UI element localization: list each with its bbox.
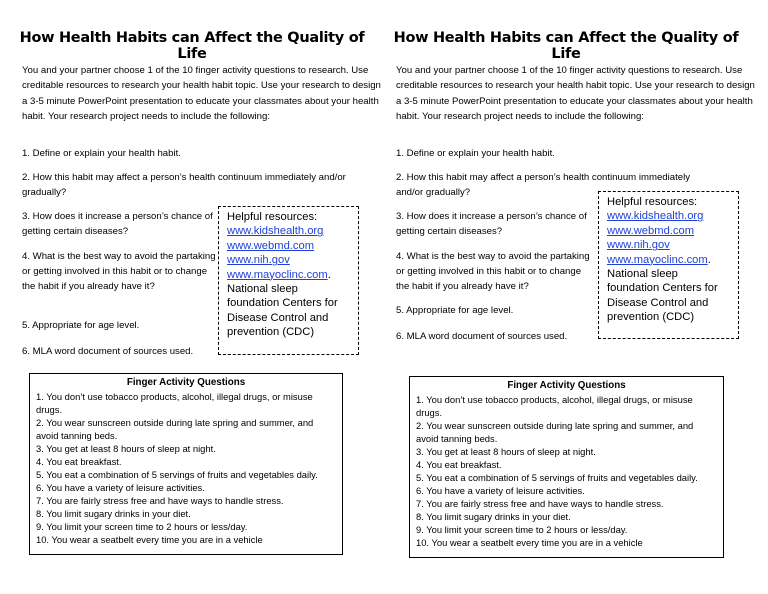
question-4: 4. What is the best way to avoid the partaking or getting involved in this habit or to change the habit if you already have it?: [22, 251, 216, 292]
helpful-resources-box: [598, 191, 739, 339]
link-mayoclinc[interactable]: www.mayoclinc.com: [227, 268, 328, 281]
finger-item: 1. You don’t use tobacco products, alcohol, illegal drugs, or misuse drugs.: [36, 391, 313, 415]
finger-item: 10. You wear a seatbelt every time you are in a vehicle: [416, 537, 643, 548]
link-webmd[interactable]: www.webmd.com: [227, 239, 315, 252]
link-suffix: .: [327, 268, 331, 281]
finger-item: 8. You limit sugary drinks in your diet.: [416, 511, 571, 522]
helpful-resources-box: [218, 206, 359, 355]
finger-item: 4. You eat breakfast.: [36, 456, 122, 467]
finger-item: 10. You wear a seatbelt every time you are in a vehicle: [36, 534, 263, 545]
resources-title: Helpful resources:: [227, 211, 318, 223]
finger-item: 4. You eat breakfast.: [416, 459, 502, 470]
page-title: How Health Habits can Affect the Quality of Life: [393, 30, 739, 62]
handout-left: [12, 0, 384, 594]
resources-text: National sleep foundation Centers for Disease Control and prevention (CDC): [227, 283, 338, 339]
question-5: 5. Appropriate for age level.: [396, 305, 514, 316]
question-2: 2. How this habit may affect a person’s health continuum immediately and/or gradually?: [396, 172, 691, 198]
finger-item: 3. You get at least 8 hours of sleep at night.: [36, 443, 216, 454]
question-6: 6. MLA word document of sources used.: [396, 331, 568, 342]
finger-item: 5. You eat a combination of 5 servings of fruits and vegetables daily.: [36, 469, 318, 480]
link-nih[interactable]: www.nih.gov: [607, 239, 670, 252]
finger-title: Finger Activity Questions: [126, 377, 246, 388]
finger-activity-box: [409, 376, 724, 558]
finger-list: [416, 393, 717, 549]
link-mayoclinc[interactable]: www.mayoclinc.com: [607, 253, 708, 266]
link-kidshealth[interactable]: www.kidshealth.org: [227, 225, 324, 238]
finger-item: 5. You eat a combination of 5 servings of fruits and vegetables daily.: [416, 472, 698, 483]
finger-activity-box: [29, 373, 343, 555]
finger-item: 2. You wear sunscreen outside during late spring and summer, and avoid tanning beds.: [416, 420, 694, 444]
intro-paragraph: You and your partner choose 1 of the 10 finger activity questions to research. Use creditable resources to research your health habit topic. Use your research to design a 3-5 minute PowerPoint presentation to educate your classmates about your health habit. Your research project needs to include the following:: [396, 65, 755, 123]
finger-item: 1. You don’t use tobacco products, alcohol, illegal drugs, or misuse drugs.: [416, 394, 693, 418]
link-kidshealth[interactable]: www.kidshealth.org: [607, 210, 704, 223]
link-suffix: .: [707, 253, 711, 266]
link-webmd[interactable]: www.webmd.com: [607, 224, 695, 237]
question-5: 5. Appropriate for age level.: [22, 320, 140, 331]
finger-item: 8. You limit sugary drinks in your diet.: [36, 508, 191, 519]
finger-item: 9. You limit your screen time to 2 hours or less/day.: [36, 521, 248, 532]
finger-item: 2. You wear sunscreen outside during late spring and summer, and avoid tanning beds.: [36, 417, 314, 441]
question-4: 4. What is the best way to avoid the partaking or getting involved in this habit or to change the habit if you already have it?: [396, 251, 590, 292]
finger-list: [36, 390, 336, 546]
intro-paragraph: You and your partner choose 1 of the 10 finger activity questions to research. Use creditable resources to research your health habit topic. Use your research to design a 3-5 minute PowerPoint presentation to educate your classmates about your health habit. Your research project needs to include the following:: [22, 65, 381, 123]
question-3: 3. How does it increase a person’s chance of getting certain diseases?: [396, 211, 587, 237]
finger-item: 6. You have a variety of leisure activities.: [36, 482, 205, 493]
finger-title: Finger Activity Questions: [507, 380, 626, 391]
page-title: How Health Habits can Affect the Quality of Life: [19, 30, 365, 62]
finger-item: 3. You get at least 8 hours of sleep at night.: [416, 446, 596, 457]
resources-title: Helpful resources:: [607, 196, 698, 208]
finger-item: 6. You have a variety of leisure activities.: [416, 485, 585, 496]
handout-right: [386, 0, 758, 594]
finger-item: 9. You limit your screen time to 2 hours or less/day.: [416, 524, 628, 535]
resources-text: National sleep foundation Centers for Disease Control and prevention (CDC): [607, 268, 718, 324]
question-1: 1. Define or explain your health habit.: [22, 148, 181, 159]
link-nih[interactable]: www.nih.gov: [227, 254, 290, 267]
question-2: 2. How this habit may affect a person’s health continuum immediately and/or gradually?: [22, 172, 346, 198]
finger-item: 7. You are fairly stress free and have ways to handle stress.: [416, 498, 664, 509]
question-1: 1. Define or explain your health habit.: [396, 148, 555, 159]
finger-item: 7. You are fairly stress free and have ways to handle stress.: [36, 495, 284, 506]
question-3: 3. How does it increase a person’s chance of getting certain diseases?: [22, 211, 213, 237]
question-6: 6. MLA word document of sources used.: [22, 346, 194, 357]
